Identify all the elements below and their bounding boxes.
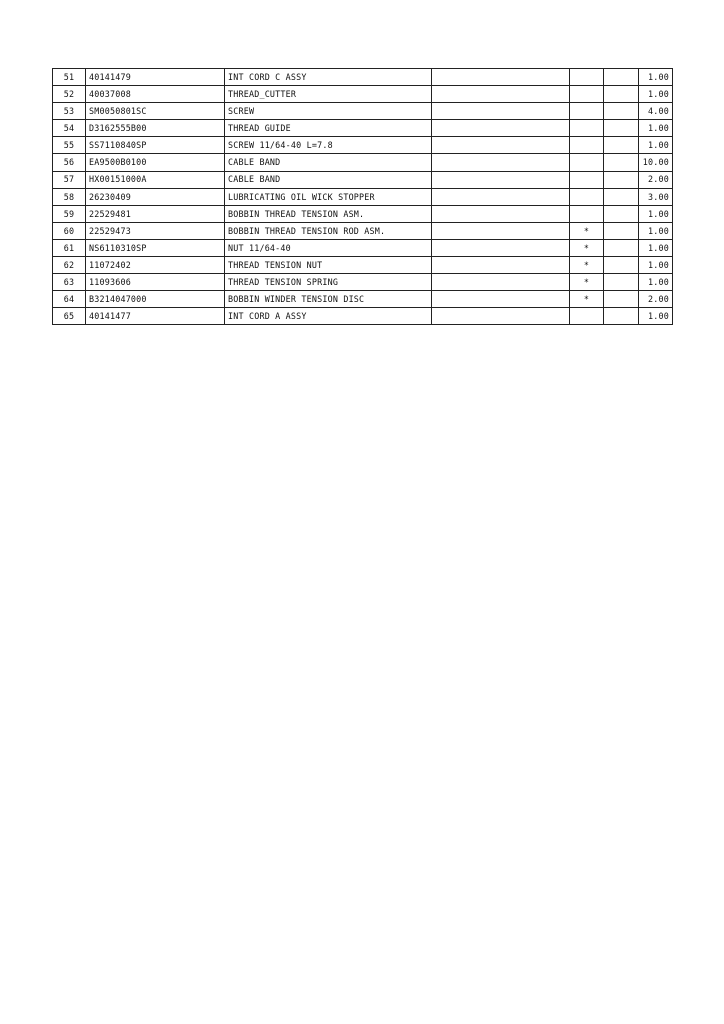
part-number: 26230409 [86, 188, 225, 205]
note-cell [604, 103, 639, 120]
part-number: 22529481 [86, 205, 225, 222]
note-cell [604, 86, 639, 103]
note-cell [604, 188, 639, 205]
mark-cell [570, 171, 604, 188]
item-number: 64 [53, 291, 86, 308]
part-number: 11093606 [86, 274, 225, 291]
remark-cell [432, 120, 570, 137]
item-number: 53 [53, 103, 86, 120]
item-number: 56 [53, 154, 86, 171]
part-number: NS6110310SP [86, 239, 225, 256]
part-number: 40141477 [86, 308, 225, 325]
part-description: BOBBIN THREAD TENSION ROD ASM. [225, 222, 432, 239]
note-cell [604, 308, 639, 325]
part-number: 40141479 [86, 69, 225, 86]
remark-cell [432, 188, 570, 205]
part-description: CABLE BAND [225, 154, 432, 171]
item-number: 65 [53, 308, 86, 325]
mark-cell [570, 103, 604, 120]
item-number: 55 [53, 137, 86, 154]
remark-cell [432, 274, 570, 291]
item-number: 61 [53, 239, 86, 256]
item-number: 54 [53, 120, 86, 137]
part-description: SCREW 11/64-40 L=7.8 [225, 137, 432, 154]
mark-cell [570, 154, 604, 171]
part-description: SCREW [225, 103, 432, 120]
mark-cell [570, 308, 604, 325]
table-row [53, 154, 673, 171]
part-number: 40037008 [86, 86, 225, 103]
quantity: 1.00 [639, 274, 673, 291]
mark-cell: * [570, 239, 604, 256]
part-number: SS7110840SP [86, 137, 225, 154]
mark-cell: * [570, 257, 604, 274]
quantity: 3.00 [639, 188, 673, 205]
remark-cell [432, 205, 570, 222]
quantity: 1.00 [639, 257, 673, 274]
part-description: THREAD TENSION SPRING [225, 274, 432, 291]
quantity: 10.00 [639, 154, 673, 171]
mark-cell [570, 120, 604, 137]
mark-cell [570, 188, 604, 205]
part-description: NUT 11/64-40 [225, 239, 432, 256]
remark-cell [432, 291, 570, 308]
part-description: INT CORD C ASSY [225, 69, 432, 86]
mark-cell [570, 205, 604, 222]
part-description: INT CORD A ASSY [225, 308, 432, 325]
table-row [53, 86, 673, 103]
part-description: THREAD TENSION NUT [225, 257, 432, 274]
part-description: BOBBIN THREAD TENSION ASM. [225, 205, 432, 222]
quantity: 1.00 [639, 308, 673, 325]
table-row [53, 188, 673, 205]
part-description: LUBRICATING OIL WICK STOPPER [225, 188, 432, 205]
note-cell [604, 222, 639, 239]
remark-cell [432, 239, 570, 256]
part-number: HX00151000A [86, 171, 225, 188]
quantity: 2.00 [639, 171, 673, 188]
table-row [53, 171, 673, 188]
quantity: 1.00 [639, 120, 673, 137]
part-number: B3214047000 [86, 291, 225, 308]
quantity: 1.00 [639, 205, 673, 222]
part-description: THREAD_CUTTER [225, 86, 432, 103]
part-number: 11072402 [86, 257, 225, 274]
item-number: 52 [53, 86, 86, 103]
note-cell [604, 154, 639, 171]
mark-cell [570, 69, 604, 86]
table-row [53, 205, 673, 222]
note-cell [604, 120, 639, 137]
table-row [53, 120, 673, 137]
mark-cell [570, 86, 604, 103]
item-number: 58 [53, 188, 86, 205]
item-number: 57 [53, 171, 86, 188]
part-number: SM0050801SC [86, 103, 225, 120]
part-description: BOBBIN WINDER TENSION DISC [225, 291, 432, 308]
quantity: 1.00 [639, 69, 673, 86]
item-number: 51 [53, 69, 86, 86]
mark-cell [570, 137, 604, 154]
note-cell [604, 137, 639, 154]
note-cell [604, 205, 639, 222]
remark-cell [432, 69, 570, 86]
item-number: 60 [53, 222, 86, 239]
quantity: 2.00 [639, 291, 673, 308]
quantity: 1.00 [639, 86, 673, 103]
table-row [53, 274, 673, 291]
item-number: 59 [53, 205, 86, 222]
part-description: CABLE BAND [225, 171, 432, 188]
note-cell [604, 291, 639, 308]
quantity: 1.00 [639, 137, 673, 154]
table-row [53, 137, 673, 154]
note-cell [604, 69, 639, 86]
quantity: 1.00 [639, 239, 673, 256]
part-number: EA9500B0100 [86, 154, 225, 171]
part-description: THREAD GUIDE [225, 120, 432, 137]
note-cell [604, 257, 639, 274]
note-cell [604, 274, 639, 291]
remark-cell [432, 103, 570, 120]
table-row [53, 308, 673, 325]
remark-cell [432, 257, 570, 274]
parts-table-body [53, 69, 673, 325]
item-number: 63 [53, 274, 86, 291]
part-number: 22529473 [86, 222, 225, 239]
remark-cell [432, 86, 570, 103]
mark-cell: * [570, 291, 604, 308]
remark-cell [432, 222, 570, 239]
part-number: D3162555B00 [86, 120, 225, 137]
parts-table [52, 68, 673, 325]
table-row [53, 103, 673, 120]
note-cell [604, 171, 639, 188]
quantity: 4.00 [639, 103, 673, 120]
item-number: 62 [53, 257, 86, 274]
mark-cell: * [570, 222, 604, 239]
table-row [53, 239, 673, 256]
table-row [53, 291, 673, 308]
mark-cell: * [570, 274, 604, 291]
remark-cell [432, 137, 570, 154]
remark-cell [432, 171, 570, 188]
quantity: 1.00 [639, 222, 673, 239]
table-row [53, 69, 673, 86]
remark-cell [432, 154, 570, 171]
remark-cell [432, 308, 570, 325]
note-cell [604, 239, 639, 256]
table-row [53, 222, 673, 239]
table-row [53, 257, 673, 274]
